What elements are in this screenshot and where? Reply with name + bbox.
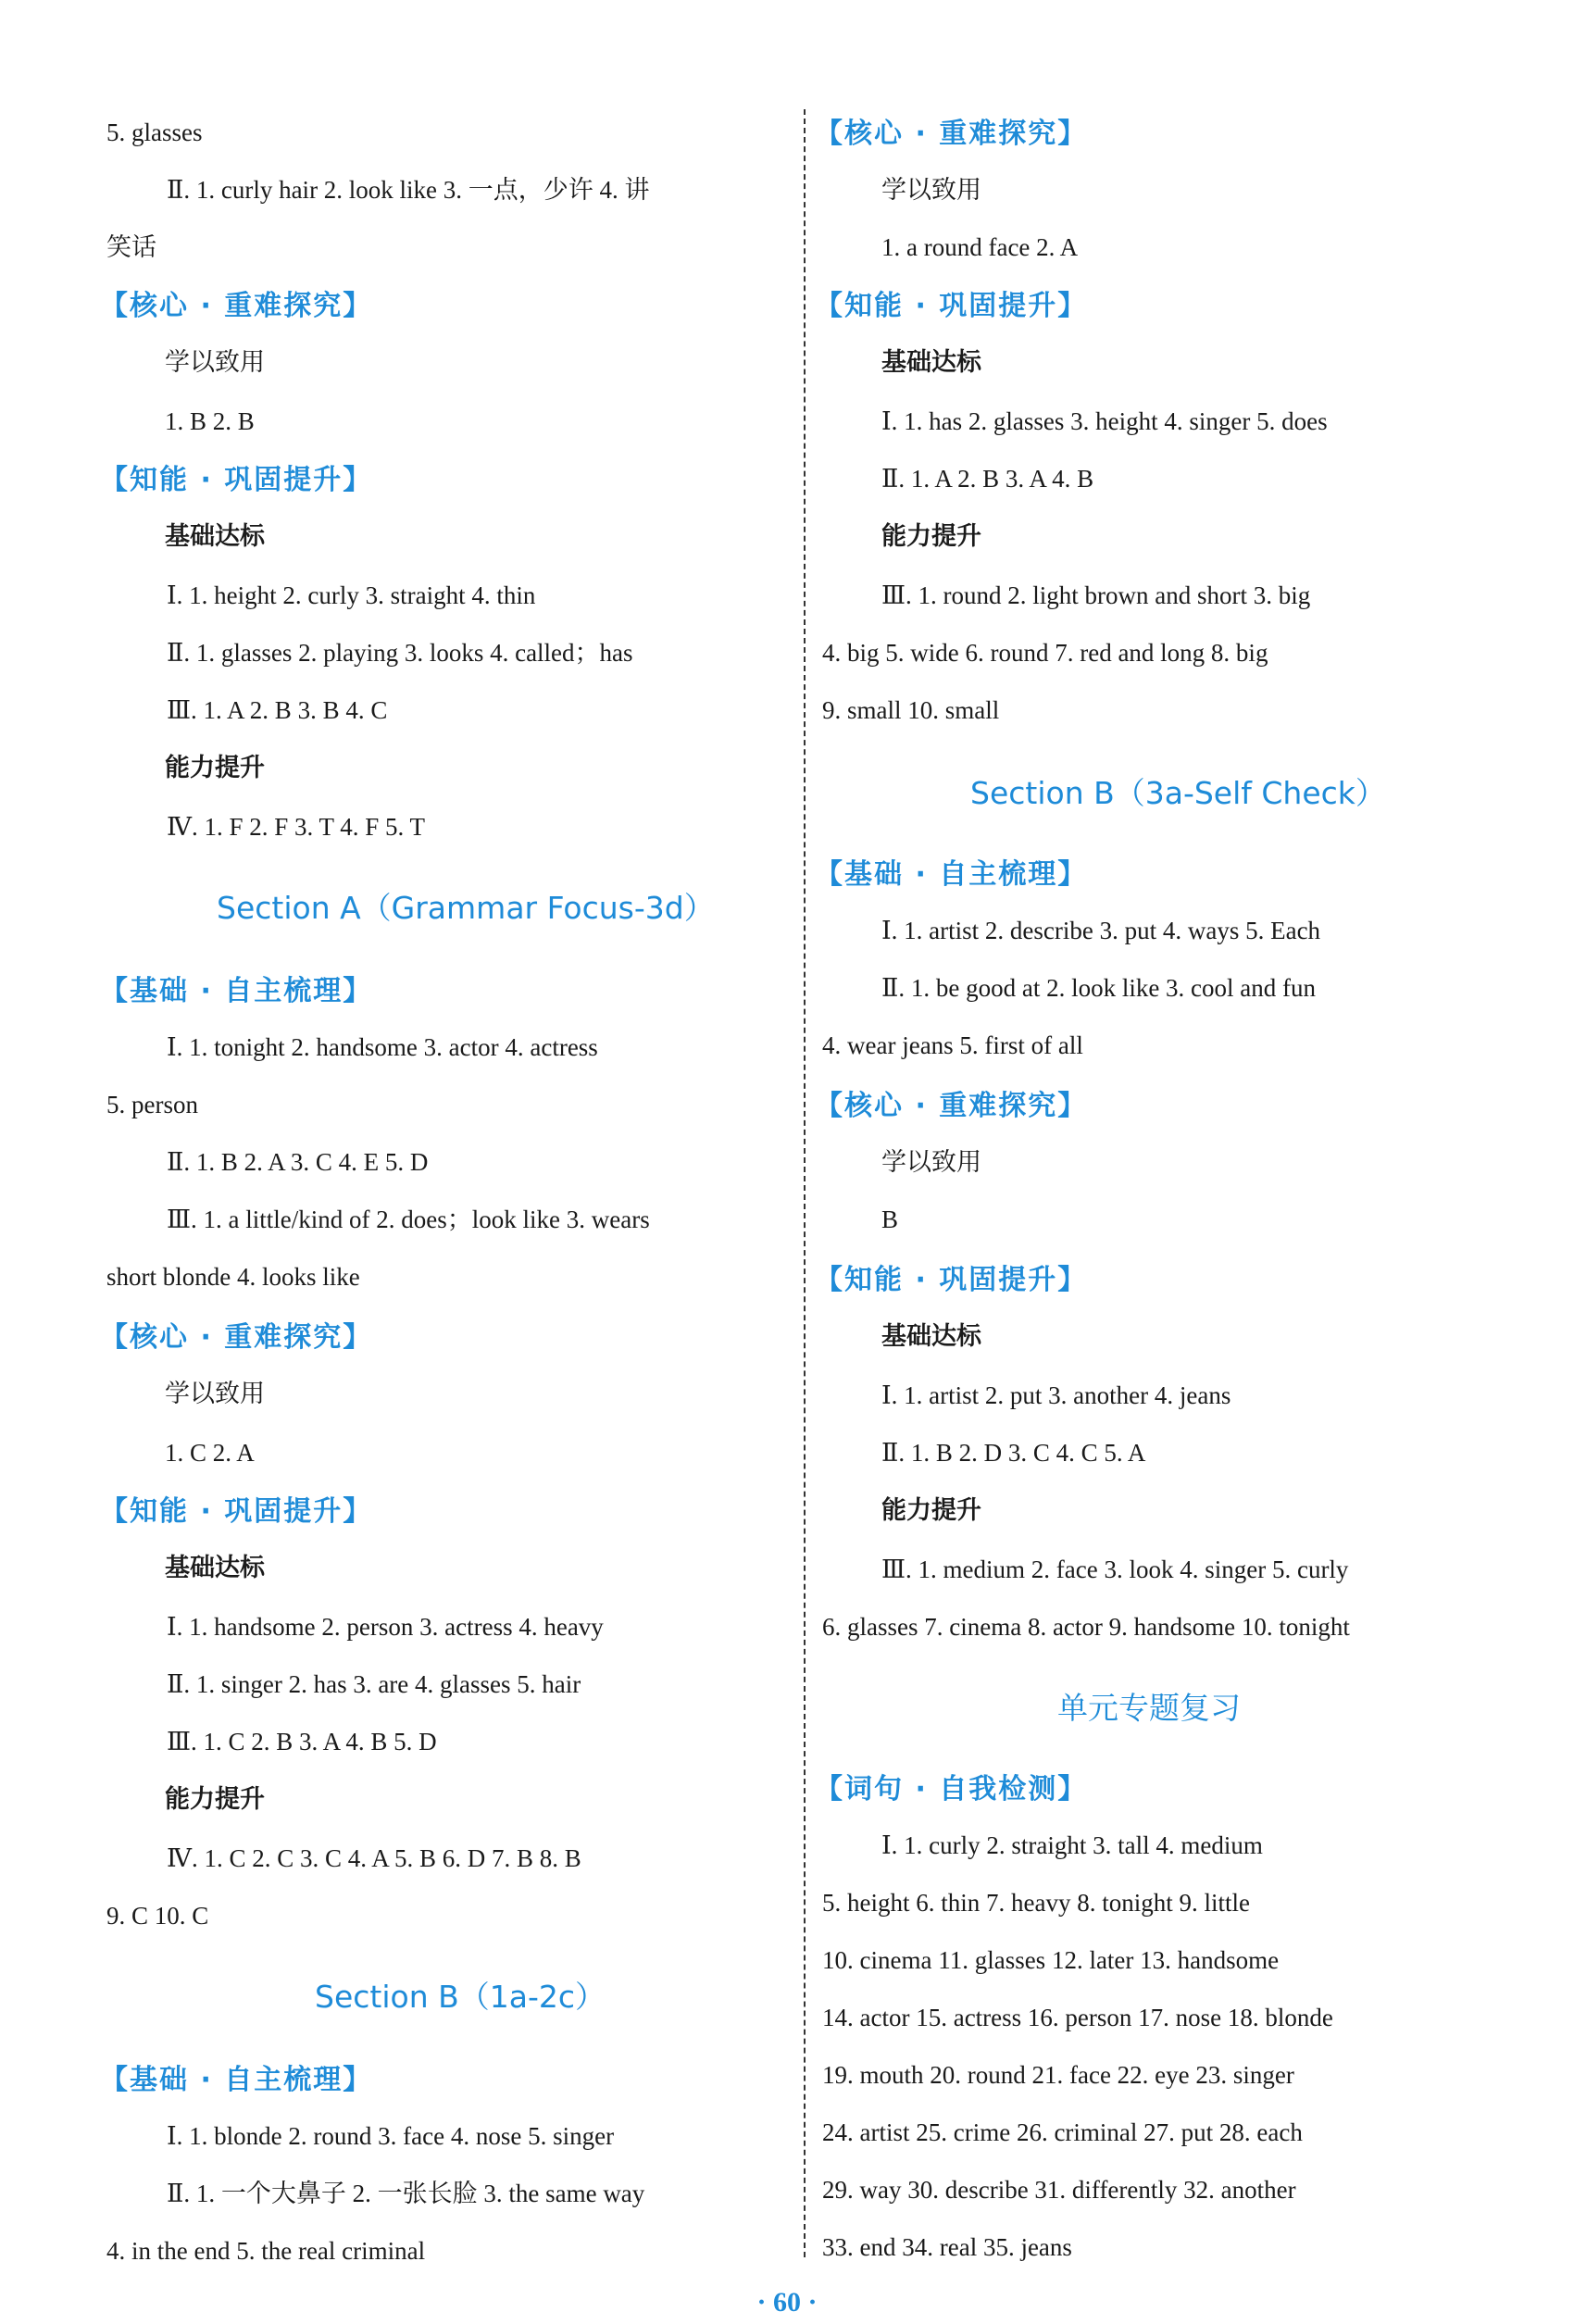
section-heading: 【基础 · 自主梳理】 bbox=[100, 2064, 373, 2096]
section-heading: 【核心 · 重难探究】 bbox=[100, 290, 373, 322]
section-heading: 【核心 · 重难探究】 bbox=[100, 1321, 373, 1354]
section-heading: 【词句 · 自我检测】 bbox=[815, 1773, 1088, 1805]
answer-line: 1. C 2. A bbox=[165, 1439, 255, 1467]
subheading: 基础达标 bbox=[165, 522, 265, 551]
subheading: 能力提升 bbox=[165, 1785, 265, 1814]
answer-line: Ⅰ. 1. has 2. glasses 3. height 4. singer 5. does bbox=[881, 407, 1328, 435]
answer-line: 4. in the end 5. the real criminal bbox=[106, 2237, 426, 2265]
section-title: 单元专题复习 bbox=[1057, 1690, 1241, 1726]
subheading: 学以致用 bbox=[165, 348, 265, 377]
answer-line: 笑话 bbox=[106, 233, 156, 261]
answer-line: Ⅳ. 1. C 2. C 3. C 4. A 5. B 6. D 7. B 8. B bbox=[167, 1844, 581, 1872]
subheading: 能力提升 bbox=[881, 1496, 981, 1525]
answer-line: 24. artist 25. crime 26. criminal 27. put 28. each bbox=[822, 2118, 1303, 2146]
answer-line: Ⅱ. 1. curly hair 2. look like 3. 一点，少许 4. 讲 bbox=[167, 176, 650, 204]
answer-line: 33. end 34. real 35. jeans bbox=[822, 2233, 1072, 2261]
subheading: 学以致用 bbox=[881, 176, 981, 205]
answer-line: Ⅰ. 1. tonight 2. handsome 3. actor 4. actress bbox=[167, 1033, 598, 1061]
section-title: Section B（1a-2c） bbox=[315, 1979, 606, 2015]
answer-line: Ⅲ. 1. a little/kind of 2. does；look like 3. wears bbox=[167, 1206, 650, 1233]
answer-line: Ⅰ. 1. height 2. curly 3. straight 4. thin bbox=[167, 581, 536, 609]
answer-line: B bbox=[881, 1206, 899, 1233]
answer-line: Ⅱ. 1. glasses 2. playing 3. looks 4. called；has bbox=[167, 639, 633, 667]
answer-line: 9. small 10. small bbox=[822, 696, 1000, 724]
answer-line: 29. way 30. describe 31. differently 32. another bbox=[822, 2176, 1296, 2204]
section-title: Section A（Grammar Focus-3d） bbox=[217, 890, 715, 926]
answer-line: 10. cinema 11. glasses 12. later 13. handsome bbox=[822, 1946, 1280, 1974]
subheading: 学以致用 bbox=[881, 1148, 981, 1177]
answer-line: Ⅱ. 1. be good at 2. look like 3. cool and fun bbox=[881, 974, 1317, 1002]
answer-line: 9. C 10. C bbox=[106, 1902, 209, 1930]
section-heading: 【基础 · 自主梳理】 bbox=[100, 975, 373, 1007]
answer-line: 1. a round face 2. A bbox=[881, 233, 1079, 261]
answer-line: 5. glasses bbox=[106, 119, 203, 146]
section-heading: 【知能 · 巩固提升】 bbox=[815, 290, 1088, 322]
section-title: Section B（3a-Self Check） bbox=[970, 775, 1386, 811]
subheading: 能力提升 bbox=[881, 522, 981, 551]
page-number: · 60 · bbox=[756, 2287, 818, 2318]
subheading: 能力提升 bbox=[165, 754, 265, 782]
subheading: 基础达标 bbox=[881, 348, 981, 377]
answer-line: Ⅲ. 1. A 2. B 3. B 4. C bbox=[167, 696, 388, 724]
answer-line: Ⅰ. 1. handsome 2. person 3. actress 4. heavy bbox=[167, 1613, 604, 1641]
answer-line: Ⅰ. 1. artist 2. put 3. another 4. jeans bbox=[881, 1381, 1231, 1409]
answer-line: Ⅲ. 1. C 2. B 3. A 4. B 5. D bbox=[167, 1728, 437, 1755]
section-heading: 【核心 · 重难探究】 bbox=[815, 118, 1088, 150]
answer-line: Ⅳ. 1. F 2. F 3. T 4. F 5. T bbox=[167, 813, 426, 841]
answer-line: Ⅰ. 1. artist 2. describe 3. put 4. ways 5. Each bbox=[881, 917, 1321, 944]
answer-line: Ⅱ. 1. 一个大鼻子 2. 一张长脸 3. the same way bbox=[167, 2180, 645, 2207]
answer-line: short blonde 4. looks like bbox=[106, 1263, 360, 1291]
answer-line: 4. big 5. wide 6. round 7. red and long 8. big bbox=[822, 639, 1268, 667]
subheading: 基础达标 bbox=[881, 1322, 981, 1351]
answer-line: Ⅲ. 1. medium 2. face 3. look 4. singer 5. curly bbox=[881, 1556, 1349, 1583]
answer-line: 14. actor 15. actress 16. person 17. nose 18. blonde bbox=[822, 2004, 1333, 2031]
answer-line: Ⅲ. 1. round 2. light brown and short 3. big bbox=[881, 581, 1311, 609]
section-heading: 【基础 · 自主梳理】 bbox=[815, 858, 1088, 891]
subheading: 学以致用 bbox=[165, 1380, 265, 1408]
answer-line: 1. B 2. B bbox=[165, 407, 255, 435]
answer-line: 6. glasses 7. cinema 8. actor 9. handsome 10. tonight bbox=[822, 1613, 1350, 1641]
subheading: 基础达标 bbox=[165, 1554, 265, 1582]
section-heading: 【知能 · 巩固提升】 bbox=[815, 1264, 1088, 1296]
answer-line: 5. height 6. thin 7. heavy 8. tonight 9. little bbox=[822, 1889, 1250, 1917]
answer-line: Ⅱ. 1. B 2. D 3. C 4. C 5. A bbox=[881, 1439, 1146, 1467]
section-heading: 【知能 · 巩固提升】 bbox=[100, 1495, 373, 1528]
answer-line: Ⅱ. 1. singer 2. has 3. are 4. glasses 5. hair bbox=[167, 1670, 581, 1698]
answer-line: 4. wear jeans 5. first of all bbox=[822, 1031, 1083, 1059]
answer-line: 5. person bbox=[106, 1091, 198, 1118]
answer-line: Ⅰ. 1. blonde 2. round 3. face 4. nose 5. singer bbox=[167, 2122, 615, 2150]
answer-line: Ⅱ. 1. B 2. A 3. C 4. E 5. D bbox=[167, 1148, 429, 1176]
section-heading: 【知能 · 巩固提升】 bbox=[100, 464, 373, 496]
answer-line: Ⅱ. 1. A 2. B 3. A 4. B bbox=[881, 465, 1094, 493]
answer-line: 19. mouth 20. round 21. face 22. eye 23. singer bbox=[822, 2061, 1294, 2089]
answer-line: Ⅰ. 1. curly 2. straight 3. tall 4. medium bbox=[881, 1831, 1263, 1859]
section-heading: 【核心 · 重难探究】 bbox=[815, 1090, 1088, 1122]
column-divider bbox=[804, 109, 806, 2257]
